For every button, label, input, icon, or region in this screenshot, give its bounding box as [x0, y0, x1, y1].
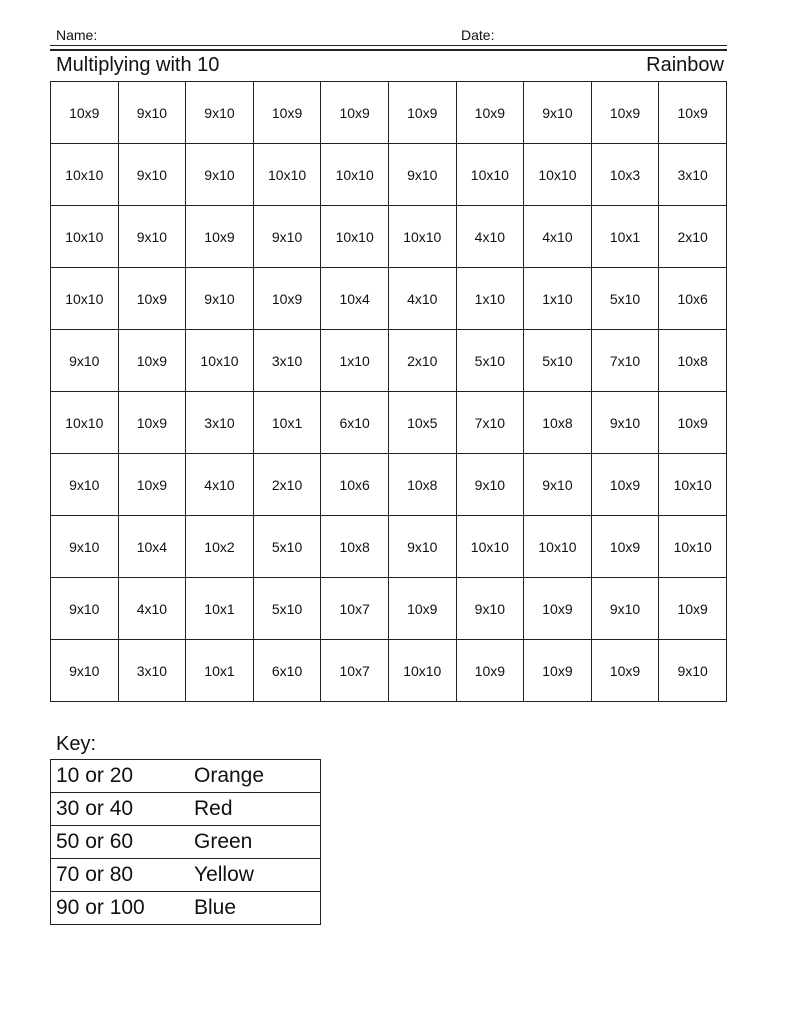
grid-cell[interactable]: 10x6	[659, 268, 727, 330]
grid-cell[interactable]: 9x10	[456, 454, 524, 516]
header-rule-thick	[50, 49, 727, 51]
key-row	[51, 859, 321, 892]
grid-cell[interactable]: 9x10	[118, 82, 186, 144]
grid-cell[interactable]: 10x6	[321, 454, 389, 516]
grid-cell[interactable]: 10x10	[456, 144, 524, 206]
grid-cell[interactable]: 10x7	[321, 640, 389, 702]
worksheet-subtitle: Rainbow	[646, 54, 724, 76]
grid-cell[interactable]: 10x10	[388, 640, 456, 702]
grid-cell[interactable]: 10x8	[321, 516, 389, 578]
grid-cell[interactable]: 10x10	[253, 144, 321, 206]
grid-cell[interactable]: 9x10	[51, 578, 119, 640]
name-label: Name:	[56, 27, 98, 43]
date-label: Date:	[461, 27, 495, 43]
grid-cell[interactable]: 10x4	[118, 516, 186, 578]
key-color: Red	[186, 793, 321, 826]
grid-cell[interactable]: 1x10	[524, 268, 592, 330]
grid-cell[interactable]: 2x10	[388, 330, 456, 392]
grid-cell[interactable]: 10x9	[186, 206, 254, 268]
grid-cell[interactable]: 5x10	[524, 330, 592, 392]
grid-cell[interactable]: 3x10	[118, 640, 186, 702]
grid-cell[interactable]: 10x10	[321, 144, 389, 206]
grid-cell[interactable]: 4x10	[456, 206, 524, 268]
grid-cell[interactable]: 5x10	[591, 268, 659, 330]
key-row	[51, 793, 321, 826]
grid-cell[interactable]: 10x9	[591, 640, 659, 702]
grid-row	[51, 640, 727, 702]
grid-cell[interactable]: 10x9	[388, 578, 456, 640]
grid-cell[interactable]: 2x10	[253, 454, 321, 516]
grid-cell[interactable]: 10x9	[51, 82, 119, 144]
grid-cell[interactable]: 3x10	[186, 392, 254, 454]
grid-cell[interactable]: 10x9	[659, 392, 727, 454]
key-range: 50 or 60	[51, 826, 187, 859]
grid-cell[interactable]: 9x10	[186, 144, 254, 206]
grid-cell[interactable]: 9x10	[388, 516, 456, 578]
grid-cell[interactable]: 3x10	[253, 330, 321, 392]
grid-cell[interactable]: 6x10	[321, 392, 389, 454]
grid-cell[interactable]: 9x10	[118, 144, 186, 206]
grid-cell[interactable]: 10x9	[659, 578, 727, 640]
grid-cell[interactable]: 10x9	[591, 82, 659, 144]
grid-cell[interactable]: 7x10	[456, 392, 524, 454]
grid-cell[interactable]: 10x10	[456, 516, 524, 578]
grid-cell[interactable]: 9x10	[591, 392, 659, 454]
grid-cell[interactable]: 10x9	[118, 268, 186, 330]
grid-cell[interactable]: 10x9	[321, 82, 389, 144]
grid-cell[interactable]: 9x10	[51, 330, 119, 392]
header-rule	[50, 45, 727, 46]
grid-row	[51, 516, 727, 578]
grid-cell[interactable]: 9x10	[388, 144, 456, 206]
grid-cell[interactable]: 4x10	[388, 268, 456, 330]
grid-cell[interactable]: 9x10	[51, 640, 119, 702]
grid-cell[interactable]: 10x9	[456, 640, 524, 702]
grid-cell[interactable]: 10x8	[388, 454, 456, 516]
grid-cell[interactable]: 10x9	[591, 516, 659, 578]
grid-cell[interactable]: 10x10	[51, 392, 119, 454]
grid-cell[interactable]: 10x10	[388, 206, 456, 268]
grid-cell[interactable]: 1x10	[321, 330, 389, 392]
grid-cell[interactable]: 3x10	[659, 144, 727, 206]
key-color: Green	[186, 826, 321, 859]
grid-cell[interactable]: 10x8	[659, 330, 727, 392]
key-row	[51, 892, 321, 925]
grid-row	[51, 206, 727, 268]
grid-row	[51, 330, 727, 392]
key-row	[51, 760, 321, 793]
grid-cell[interactable]: 4x10	[186, 454, 254, 516]
key-range: 10 or 20	[51, 760, 187, 793]
grid-cell[interactable]: 10x4	[321, 268, 389, 330]
grid-cell[interactable]: 1x10	[456, 268, 524, 330]
grid-cell[interactable]: 10x9	[524, 578, 592, 640]
grid-cell[interactable]: 5x10	[253, 578, 321, 640]
grid-cell[interactable]: 10x10	[524, 516, 592, 578]
grid-cell[interactable]: 9x10	[524, 454, 592, 516]
grid-cell[interactable]: 4x10	[524, 206, 592, 268]
grid-cell[interactable]: 6x10	[253, 640, 321, 702]
grid-cell[interactable]: 10x1	[253, 392, 321, 454]
grid-cell[interactable]: 10x9	[659, 82, 727, 144]
grid-row	[51, 268, 727, 330]
grid-cell[interactable]: 9x10	[118, 206, 186, 268]
grid-cell[interactable]: 10x10	[51, 268, 119, 330]
grid-cell[interactable]: 10x9	[524, 640, 592, 702]
grid-cell[interactable]: 10x3	[591, 144, 659, 206]
grid-cell[interactable]: 10x9	[118, 330, 186, 392]
key-range: 70 or 80	[51, 859, 187, 892]
grid-cell[interactable]: 9x10	[51, 516, 119, 578]
grid-cell[interactable]: 9x10	[186, 268, 254, 330]
grid-cell[interactable]: 10x1	[186, 640, 254, 702]
grid-cell[interactable]: 10x9	[253, 268, 321, 330]
grid-cell[interactable]: 9x10	[51, 454, 119, 516]
grid-cell[interactable]: 9x10	[253, 206, 321, 268]
grid-cell[interactable]: 10x9	[118, 392, 186, 454]
key-range: 30 or 40	[51, 793, 187, 826]
color-key-table	[50, 759, 321, 925]
grid-row	[51, 454, 727, 516]
grid-cell[interactable]: 9x10	[524, 82, 592, 144]
grid-cell[interactable]: 10x10	[321, 206, 389, 268]
key-range: 90 or 100	[51, 892, 187, 925]
key-color: Yellow	[186, 859, 321, 892]
grid-cell[interactable]: 5x10	[253, 516, 321, 578]
grid-cell[interactable]: 7x10	[591, 330, 659, 392]
key-label: Key:	[56, 733, 97, 755]
grid-row	[51, 392, 727, 454]
grid-cell[interactable]: 10x9	[456, 82, 524, 144]
grid-cell[interactable]: 9x10	[659, 640, 727, 702]
grid-cell[interactable]: 10x10	[51, 206, 119, 268]
grid-cell[interactable]: 10x1	[186, 578, 254, 640]
key-row	[51, 826, 321, 859]
grid-cell[interactable]: 10x10	[51, 144, 119, 206]
coloring-grid	[50, 81, 727, 702]
grid-cell[interactable]: 9x10	[186, 82, 254, 144]
grid-cell[interactable]: 9x10	[456, 578, 524, 640]
worksheet-title: Multiplying with 10	[56, 54, 220, 76]
grid-cell[interactable]: 10x9	[388, 82, 456, 144]
grid-row	[51, 82, 727, 144]
grid-cell[interactable]: 10x8	[524, 392, 592, 454]
grid-cell[interactable]: 10x7	[321, 578, 389, 640]
grid-row	[51, 578, 727, 640]
grid-cell[interactable]: 10x9	[118, 454, 186, 516]
key-color: Blue	[186, 892, 321, 925]
grid-cell[interactable]: 10x2	[186, 516, 254, 578]
grid-cell[interactable]: 10x5	[388, 392, 456, 454]
grid-cell[interactable]: 5x10	[456, 330, 524, 392]
grid-row	[51, 144, 727, 206]
grid-cell[interactable]: 10x9	[591, 454, 659, 516]
grid-cell[interactable]: 10x10	[524, 144, 592, 206]
grid-cell[interactable]: 10x10	[186, 330, 254, 392]
grid-cell[interactable]: 10x10	[659, 454, 727, 516]
key-color: Orange	[186, 760, 321, 793]
grid-cell[interactable]: 10x1	[591, 206, 659, 268]
grid-cell[interactable]: 10x10	[659, 516, 727, 578]
grid-cell[interactable]: 2x10	[659, 206, 727, 268]
grid-cell[interactable]: 9x10	[591, 578, 659, 640]
grid-cell[interactable]: 10x9	[253, 82, 321, 144]
grid-cell[interactable]: 4x10	[118, 578, 186, 640]
